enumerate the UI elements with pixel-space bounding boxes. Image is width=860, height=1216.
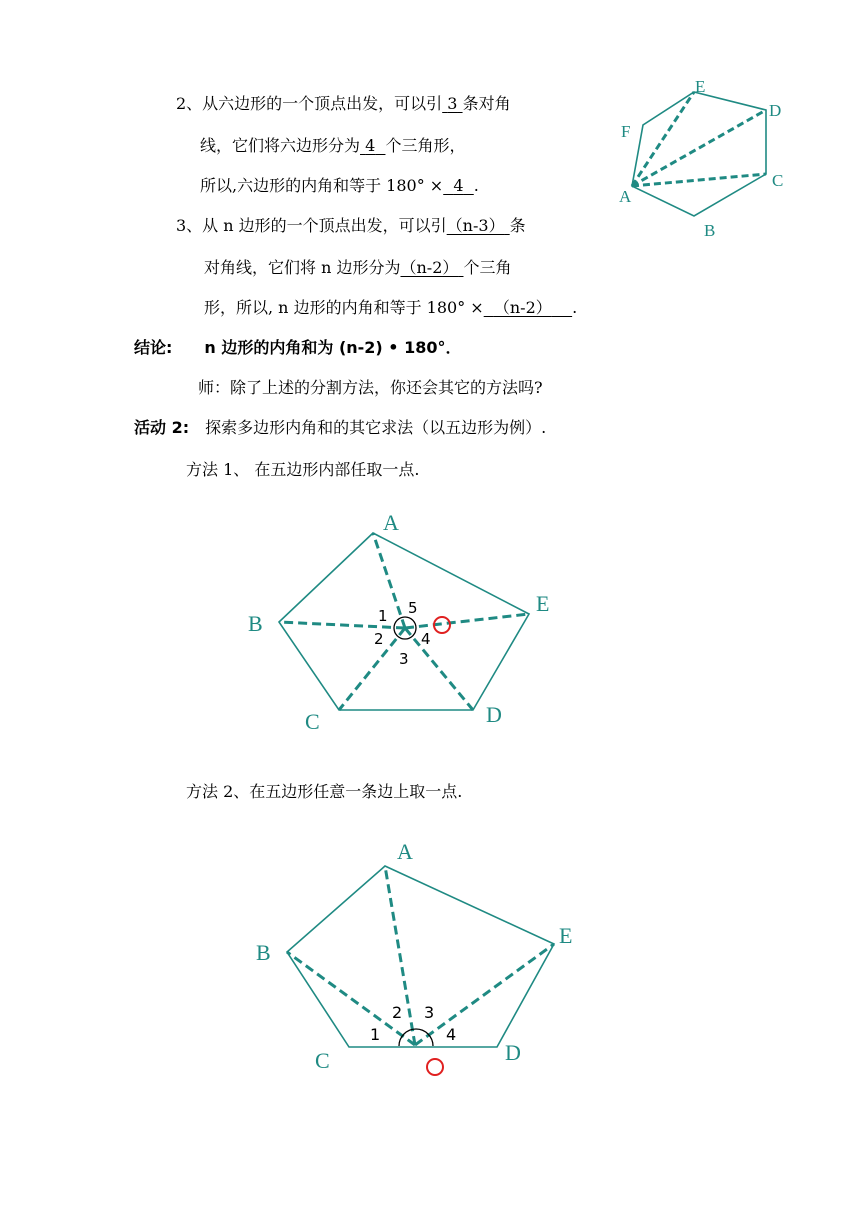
pentagon2-label-d: D xyxy=(505,1040,521,1065)
angle-number-1: 1 xyxy=(370,1025,381,1044)
blank-answer: （n-2） xyxy=(493,298,552,317)
angle-number-4: 4 xyxy=(446,1025,457,1044)
hexagon-label-a: A xyxy=(619,187,632,206)
item3-line3: 形，所以, n 边形的内角和等于 180° × （n-2） . xyxy=(204,298,578,317)
blank-answer: （n-2） xyxy=(400,258,459,277)
pentagon2-label-a: A xyxy=(397,839,413,864)
pentagon1-label-b: B xyxy=(248,611,263,636)
blank-answer: 4 xyxy=(453,176,464,195)
angle-number-5: 5 xyxy=(408,599,418,617)
hexagon-label-c: C xyxy=(772,171,784,190)
pentagon1-label-a: A xyxy=(383,510,399,535)
blank-answer: 3 xyxy=(447,94,458,113)
angle-number-2: 2 xyxy=(374,630,384,648)
hexagon-label-e: E xyxy=(695,77,706,96)
item3-line2: 对角线，它们将 n 边形分为（n-2） 个三角 xyxy=(204,258,512,277)
blank-answer: （n-3） xyxy=(446,216,505,235)
pentagon1-label-c: C xyxy=(305,709,320,734)
hexagon-label-f: F xyxy=(621,122,631,141)
item3-line1: 3、从 n 边形的一个顶点出发，可以引（n-3） 条 xyxy=(176,216,526,235)
angle-number-3: 3 xyxy=(399,650,409,668)
pentagon1-label-e: E xyxy=(536,591,550,616)
item2-line1: 2、从六边形的一个顶点出发，可以引 3 条对角 xyxy=(176,94,511,113)
activity2-label: 活动 2: xyxy=(134,418,190,437)
angle-number-4: 4 xyxy=(421,630,431,648)
angle-number-2: 2 xyxy=(392,1003,403,1022)
pentagon2-label-b: B xyxy=(256,940,271,965)
method1-heading: 方法 1、 在五边形内部任取一点. xyxy=(186,460,420,479)
item2-line2: 线，它们将六边形分为 4 个三角形， xyxy=(200,136,466,155)
method2-heading: 方法 2、在五边形任意一条边上取一点. xyxy=(186,782,463,801)
pentagon2-label-e: E xyxy=(559,923,573,948)
angle-number-1: 1 xyxy=(378,607,388,625)
hexagon-label-b: B xyxy=(704,221,716,240)
blank-answer: 4 xyxy=(365,136,376,155)
activity2-text: 探索多边形内角和的其它求法（以五边形为例）. xyxy=(205,418,547,437)
conclusion-text: n 边形的内角和为 (n-2) • 180°． xyxy=(204,338,462,357)
item2-line3: 所以,六边形的内角和等于 180° × 4 . xyxy=(200,176,479,195)
angle-number-3: 3 xyxy=(424,1003,435,1022)
hexagon-label-d: D xyxy=(769,101,782,120)
item2-text: 2、从六边形的一个顶点出发，可以引 xyxy=(176,94,443,113)
point-o-marker xyxy=(427,1059,443,1075)
pentagon1-label-d: D xyxy=(486,702,502,727)
conclusion-label: 结论: xyxy=(134,338,173,357)
pentagon2-label-c: C xyxy=(315,1048,330,1073)
teacher-question: 师：除了上述的分割方法，你还会其它的方法吗? xyxy=(198,378,543,397)
